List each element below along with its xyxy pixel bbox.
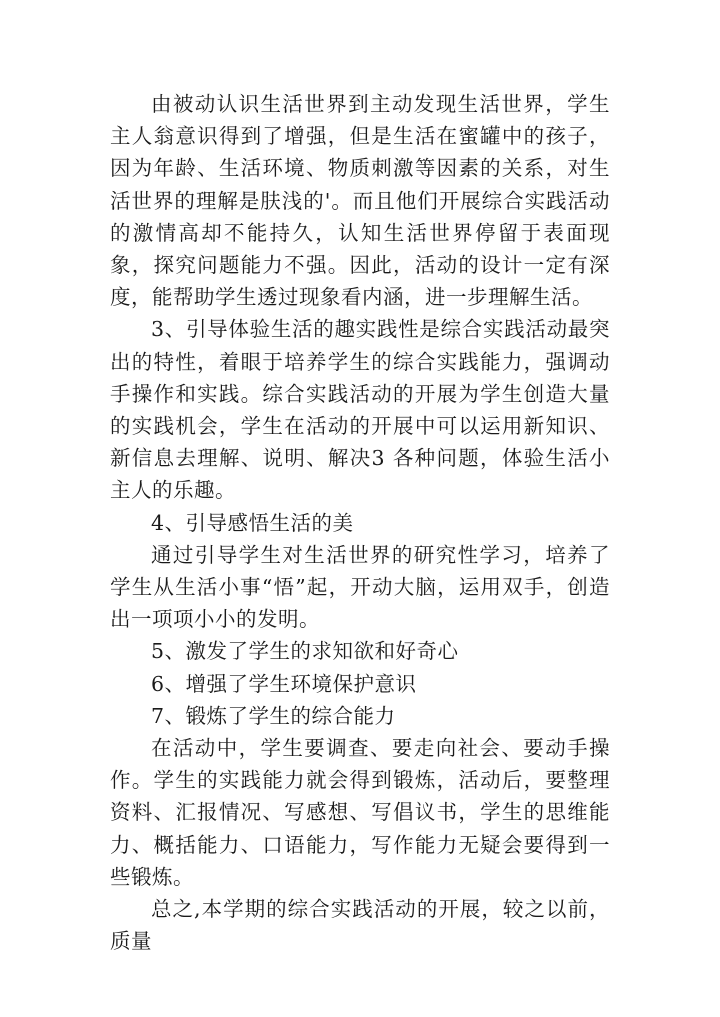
paragraph-4: 通过引导学生对生活世界的研究性学习，培养了学生从生活小事“悟”起，开动大脑，运用双手，创造出一项项小小的发明。	[110, 542, 610, 632]
paragraph-8: 在活动中，学生要调查、要走向社会、要动手操作。学生的实践能力就会得到锻炼，活动后，要整理资料、汇报情况、写感想、写倡议书，学生的思维能力、概括能力、口语能力，写作能力无疑会要得到一些锻炼。	[110, 736, 610, 889]
paragraph-9: 总之,本学期的综合实践活动的开展，较之以前，质量	[110, 897, 610, 954]
paragraph-5-heading: 5、激发了学生的求知欲和好奇心	[151, 639, 459, 664]
paragraph-7-heading: 7、锻炼了学生的综合能力	[151, 703, 396, 728]
document-page	[110, 88, 610, 957]
paragraph-6-heading: 6、增强了学生环境保护意识	[151, 671, 417, 696]
paragraph-1: 由被动认识生活世界到主动发现生活世界，学生主人翁意识得到了增强，但是生活在蜜罐中的孩子，因为年龄、生活环境、物质刺激等因素的关系，对生活世界的理解是肤浅的'。而且他们开展综合实践活动的激情高却不能持久，认知生活世界停留于表面现象，探究问题能力不强。因此，活动的设计一定有深度，能帮助学生透过现象看内涵，进一步理解生活。	[110, 92, 610, 310]
paragraph-2: 3、引导体验生活的趣实践性是综合实践活动最突出的特性，着眼于培养学生的综合实践能力，强调动手操作和实践。综合实践活动的开展为学生创造大量的实践机会，学生在活动的开展中可以运用新知识、新信息去理解、说明、解决3 各种问题，体验生活小主人的乐趣。	[110, 317, 610, 503]
paragraph-3-heading: 4、引导感悟生活的美	[151, 510, 354, 535]
